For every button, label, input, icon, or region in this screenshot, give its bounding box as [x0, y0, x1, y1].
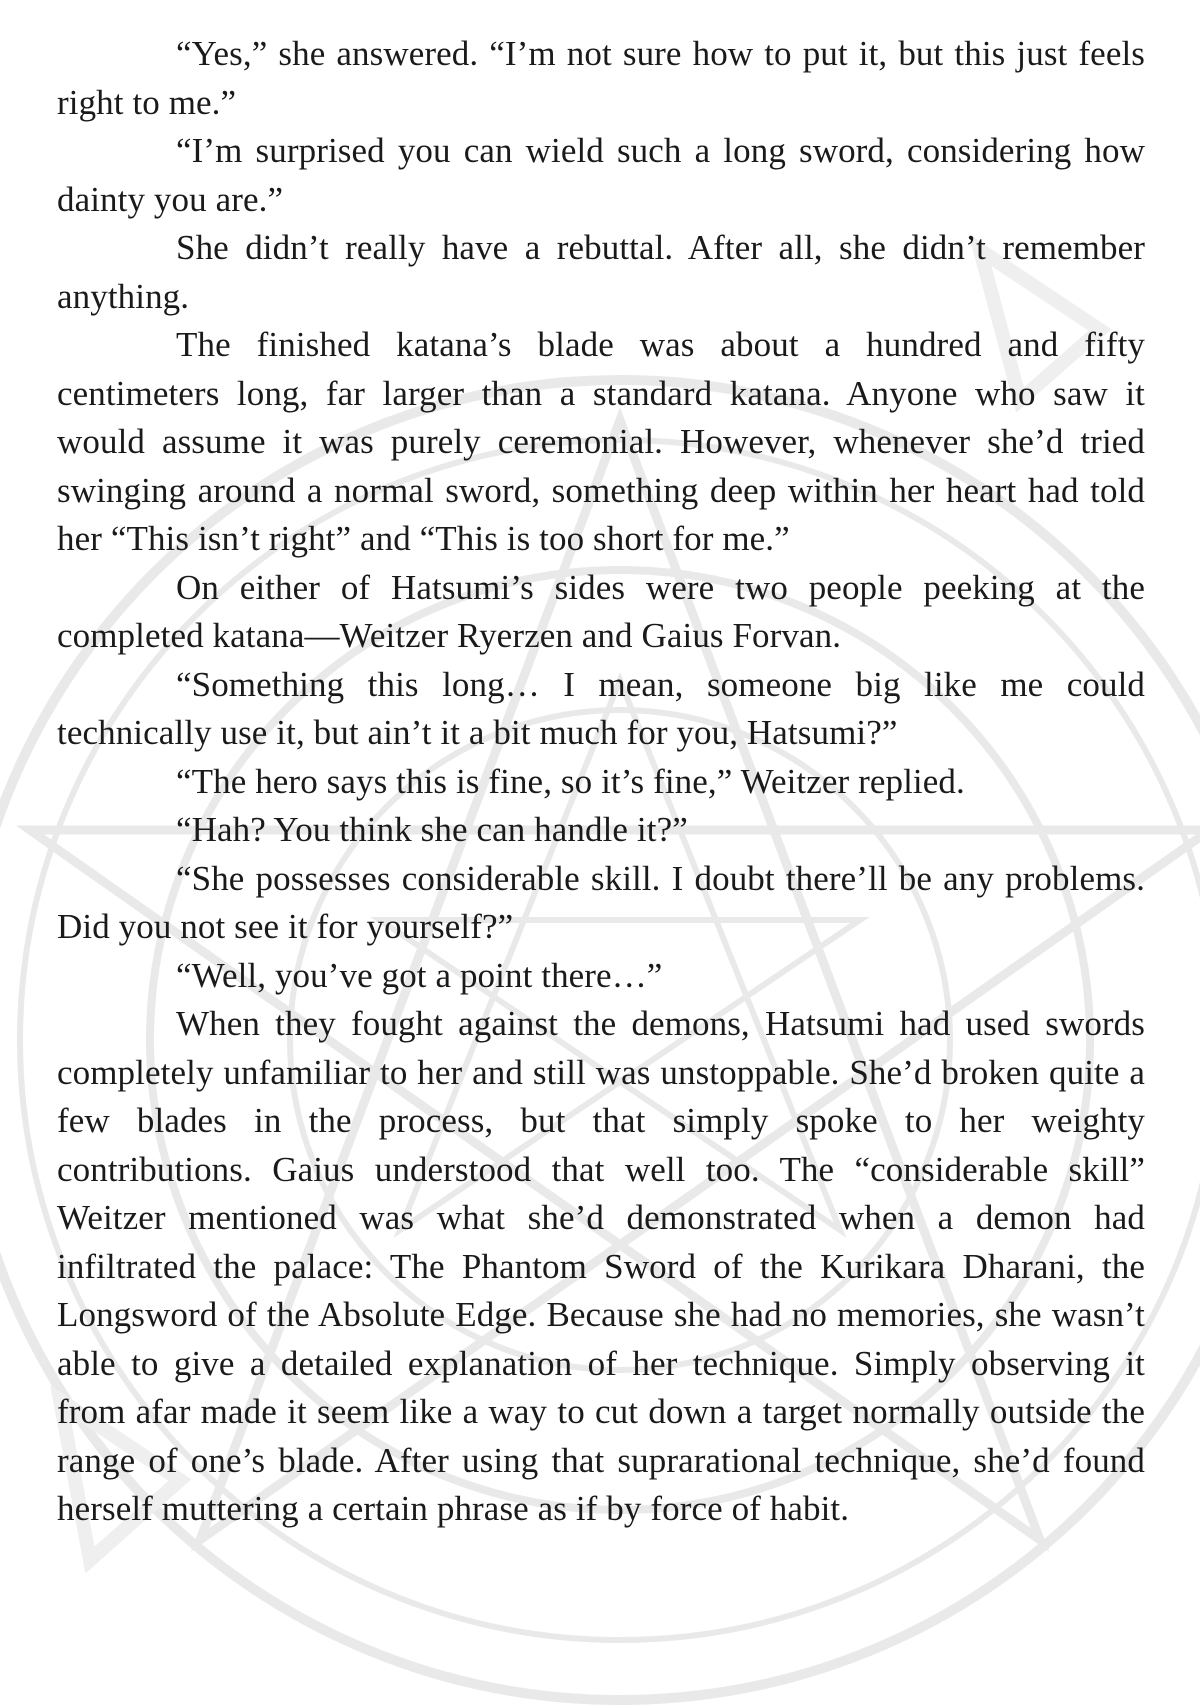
paragraph: She didn’t really have a rebuttal. After all, she didn’t remember anything.	[57, 228, 1145, 316]
paragraph: “I’m surprised you can wield such a long sword, considering how dainty you are.”	[57, 131, 1145, 219]
paragraph: “Hah? You think she can handle it?”	[176, 810, 688, 849]
page-text	[57, 30, 1145, 1534]
paragraph: “Well, you’ve got a point there…”	[176, 955, 663, 995]
paragraph: “She possesses considerable skill. I doubt there’ll be any problems. Did you not see it for yourself?”	[57, 858, 1145, 946]
paragraph: “Yes,” she answered. “I’m not sure how to put it, but this just feels right to me.”	[57, 34, 1145, 122]
paragraph: On either of Hatsumi’s sides were two people peeking at the completed katana—Weitzer Ryerzen and Gaius Forvan.	[57, 567, 1145, 655]
paragraph: When they fought against the demons, Hatsumi had used swords completely unfamiliar to her and still was unstoppable. She’d broken quite a few blades in the process, but that simply spoke to her weighty contributions. Gaius understood that well too. The “considerable skill” Weitzer mentioned was what she’d demonstrated when a demon had infiltrated the palace: The Phantom Sword of the Kurikara Dharani, the Longsword of the Absolute Edge. Because she had no memories, she wasn’t able to give a detailed explanation of her technique. Simply observing it from afar made it seem like a way to cut down a target normally outside the range of one’s blade. After using that suprarational technique, she’d found herself muttering a certain phrase as if by force of habit.	[57, 1004, 1145, 1528]
paragraph: “Something this long… I mean, someone big like me could technically use it, but ain’t it a bit much for you, Hatsumi?”	[57, 664, 1145, 752]
paragraph: “The hero says this is fine, so it’s fine,” Weitzer replied.	[176, 761, 965, 801]
paragraph: The finished katana’s blade was about a hundred and fifty centimeters long, far larger than a standard katana. Anyone who saw it would assume it was purely ceremonial. However, whenever she’d tried swinging around a normal sword, something deep within her heart had told her “This isn’t right” and “This is too short for me.”	[57, 325, 1145, 558]
